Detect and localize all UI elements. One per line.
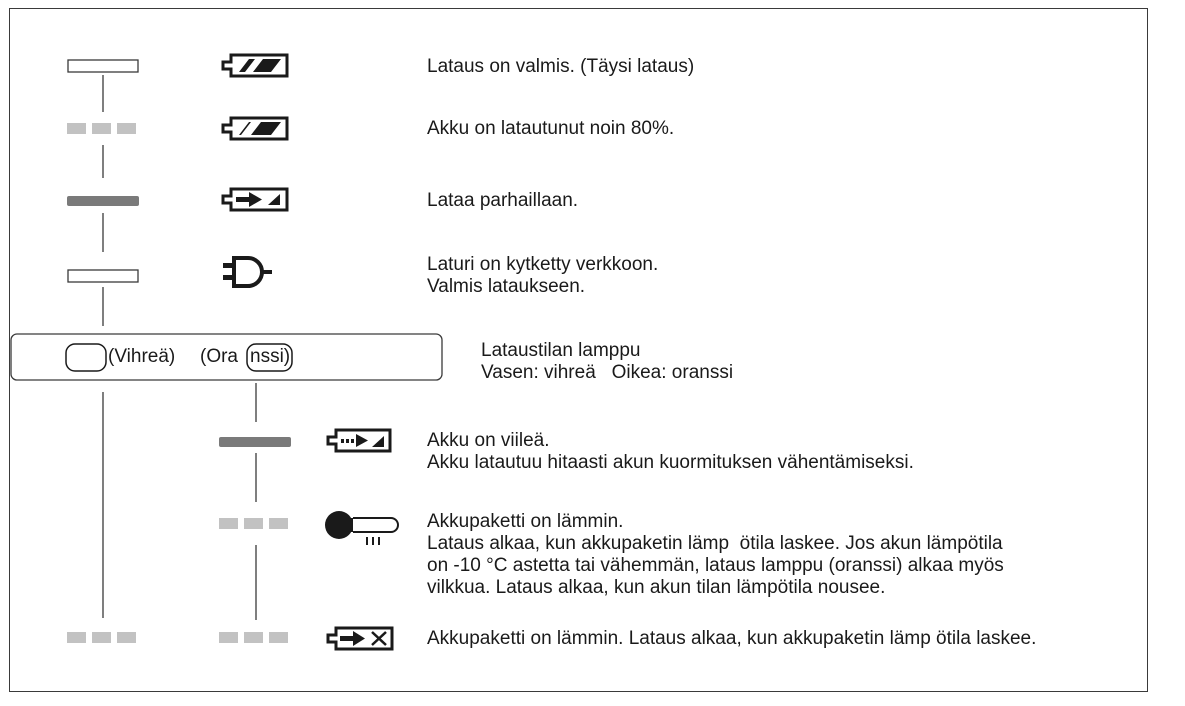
battery-full-icon <box>223 55 287 76</box>
lamp-lit-indicator <box>219 437 291 447</box>
description-lamp-title: Lataustilan lamppu <box>481 340 641 361</box>
lamp-off-indicator <box>68 60 138 72</box>
orange-lamp-label: nssi) <box>250 346 291 367</box>
lamp-blinking-indicator <box>219 632 288 643</box>
description-hot: Akkupaketti on lämmin. Lataus alkaa, kun akkupaketin lämp ötila laskee. <box>427 628 1037 649</box>
description-warm-detail-2: on -10 °C astetta tai vähemmän, lataus lamppu (oranssi) alkaa myös <box>427 555 1004 576</box>
description-cold: Akku on viileä. <box>427 430 550 451</box>
lamp-blinking-indicator <box>219 518 288 529</box>
description-charger-connected: Laturi on kytketty verkkoon. <box>427 254 659 275</box>
plug-icon <box>223 258 272 286</box>
description-cold-detail: Akku latautuu hitaasti akun kuormituksen vähentämiseksi. <box>427 452 914 473</box>
green-lamp-outline <box>66 344 106 371</box>
thermometer-icon <box>325 511 398 545</box>
lamp-blinking-indicator <box>67 123 136 134</box>
description-full-charge: Lataus on valmis. (Täysi lataus) <box>427 56 695 77</box>
battery-charging-icon <box>223 189 287 210</box>
description-charged-80: Akku on latautunut noin 80%. <box>427 118 675 139</box>
green-lamp-label: (Vihreä) <box>108 346 176 367</box>
lamp-off-indicator <box>68 270 138 282</box>
description-warm: Akkupaketti on lämmin. <box>427 511 624 532</box>
battery-80-icon <box>223 118 287 139</box>
description-warm-detail-3: vilkkua. Lataus alkaa, kun akun tilan lämpötila nousee. <box>427 577 886 598</box>
description-lamp-colors: Vasen: vihreä Oikea: oranssi <box>481 362 734 383</box>
description-warm-detail-1: Lataus alkaa, kun akkupaketin lämp ötila laskee. Jos akun lämpötila <box>427 533 1003 554</box>
orange-lamp-label-prefix: (Ora <box>200 346 238 367</box>
description-charging: Lataa parhaillaan. <box>427 190 579 211</box>
battery-error-icon <box>328 628 392 649</box>
description-charger-ready: Valmis lataukseen. <box>427 276 586 297</box>
battery-cold-icon <box>328 430 390 451</box>
lamp-lit-indicator <box>67 196 139 206</box>
lamp-blinking-indicator <box>67 632 136 643</box>
